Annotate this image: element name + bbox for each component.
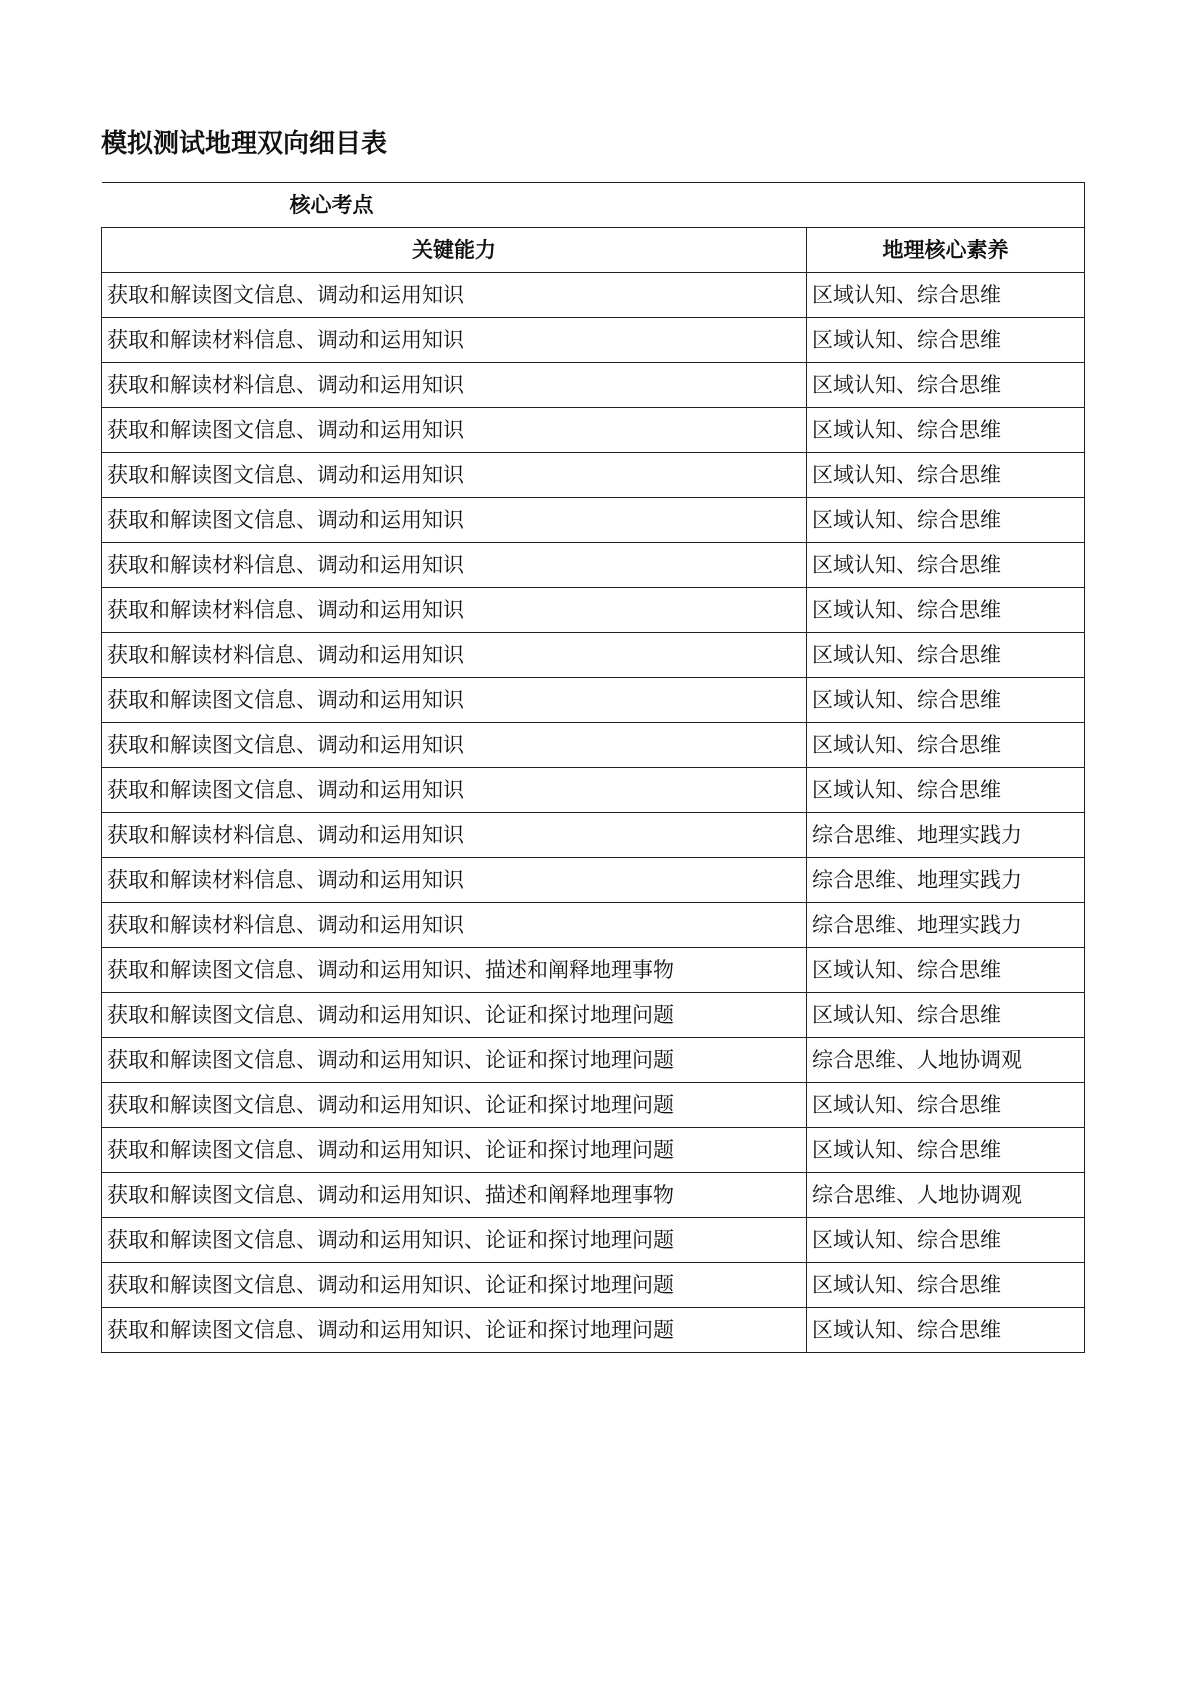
literacy-cell: 区域认知、综合思维 [807,1308,1085,1353]
literacy-cell: 综合思维、地理实践力 [807,858,1085,903]
literacy-cell: 区域认知、综合思维 [807,1083,1085,1128]
literacy-cell: 区域认知、综合思维 [807,1128,1085,1173]
literacy-cell: 区域认知、综合思维 [807,588,1085,633]
table-row [102,948,1085,993]
table-row [102,633,1085,678]
literacy-cell: 综合思维、人地协调观 [807,1173,1085,1218]
literacy-cell: 区域认知、综合思维 [807,993,1085,1038]
literacy-cell: 区域认知、综合思维 [807,723,1085,768]
literacy-cell: 区域认知、综合思维 [807,768,1085,813]
ability-cell: 获取和解读材料信息、调动和运用知识 [102,363,807,408]
literacy-cell: 区域认知、综合思维 [807,1218,1085,1263]
literacy-cell: 综合思维、地理实践力 [807,903,1085,948]
ability-cell: 获取和解读图文信息、调动和运用知识 [102,408,807,453]
ability-cell: 获取和解读材料信息、调动和运用知识 [102,318,807,363]
table-row [102,318,1085,363]
table-row [102,588,1085,633]
ability-cell: 获取和解读图文信息、调动和运用知识、论证和探讨地理问题 [102,993,807,1038]
ability-cell: 获取和解读材料信息、调动和运用知识 [102,588,807,633]
table-row [102,1038,1085,1083]
page-title: 模拟测试地理双向细目表 [101,129,388,159]
literacy-cell: 区域认知、综合思维 [807,678,1085,723]
ability-cell: 获取和解读图文信息、调动和运用知识 [102,768,807,813]
table-row [102,723,1085,768]
literacy-cell: 区域认知、综合思维 [807,318,1085,363]
section-header-label: 核心考点 [289,193,374,217]
ability-cell: 获取和解读图文信息、调动和运用知识 [102,273,807,318]
table-row [102,363,1085,408]
literacy-cell: 区域认知、综合思维 [807,408,1085,453]
table-row [102,858,1085,903]
table-row [102,1083,1085,1128]
ability-cell: 获取和解读图文信息、调动和运用知识、论证和探讨地理问题 [102,1263,807,1308]
ability-cell: 获取和解读图文信息、调动和运用知识 [102,678,807,723]
table-row [102,543,1085,588]
ability-cell: 获取和解读图文信息、调动和运用知识、论证和探讨地理问题 [102,1308,807,1353]
column-header-ability: 关键能力 [102,228,807,273]
ability-cell: 获取和解读材料信息、调动和运用知识 [102,633,807,678]
table-row [102,408,1085,453]
table-row [102,1308,1085,1353]
table-body [102,183,1085,1353]
table-row [102,678,1085,723]
specification-table [101,182,1085,1353]
table-row [102,903,1085,948]
table-row [102,993,1085,1038]
ability-cell: 获取和解读图文信息、调动和运用知识 [102,723,807,768]
literacy-cell: 区域认知、综合思维 [807,273,1085,318]
literacy-cell: 区域认知、综合思维 [807,453,1085,498]
ability-cell: 获取和解读图文信息、调动和运用知识 [102,498,807,543]
column-header-literacy: 地理核心素养 [807,228,1085,273]
table-row [102,1218,1085,1263]
ability-cell: 获取和解读材料信息、调动和运用知识 [102,543,807,588]
table-row [102,768,1085,813]
literacy-cell: 区域认知、综合思维 [807,633,1085,678]
literacy-cell: 区域认知、综合思维 [807,948,1085,993]
literacy-cell: 综合思维、地理实践力 [807,813,1085,858]
table-row [102,813,1085,858]
literacy-cell: 区域认知、综合思维 [807,498,1085,543]
ability-cell: 获取和解读图文信息、调动和运用知识、描述和阐释地理事物 [102,948,807,993]
section-header-cell [102,183,1085,228]
table-row [102,273,1085,318]
table-row [102,1263,1085,1308]
ability-cell: 获取和解读图文信息、调动和运用知识、论证和探讨地理问题 [102,1038,807,1083]
ability-cell: 获取和解读图文信息、调动和运用知识、描述和阐释地理事物 [102,1173,807,1218]
table-row [102,453,1085,498]
ability-cell: 获取和解读材料信息、调动和运用知识 [102,903,807,948]
ability-cell: 获取和解读材料信息、调动和运用知识 [102,858,807,903]
column-header-row [102,228,1085,273]
literacy-cell: 区域认知、综合思维 [807,363,1085,408]
table-row [102,498,1085,543]
ability-cell: 获取和解读材料信息、调动和运用知识 [102,813,807,858]
ability-cell: 获取和解读图文信息、调动和运用知识、论证和探讨地理问题 [102,1218,807,1263]
table-row [102,1173,1085,1218]
literacy-cell: 区域认知、综合思维 [807,543,1085,588]
ability-cell: 获取和解读图文信息、调动和运用知识、论证和探讨地理问题 [102,1128,807,1173]
ability-cell: 获取和解读图文信息、调动和运用知识 [102,453,807,498]
literacy-cell: 综合思维、人地协调观 [807,1038,1085,1083]
table-row [102,1128,1085,1173]
ability-cell: 获取和解读图文信息、调动和运用知识、论证和探讨地理问题 [102,1083,807,1128]
literacy-cell: 区域认知、综合思维 [807,1263,1085,1308]
section-header-row [102,183,1085,228]
